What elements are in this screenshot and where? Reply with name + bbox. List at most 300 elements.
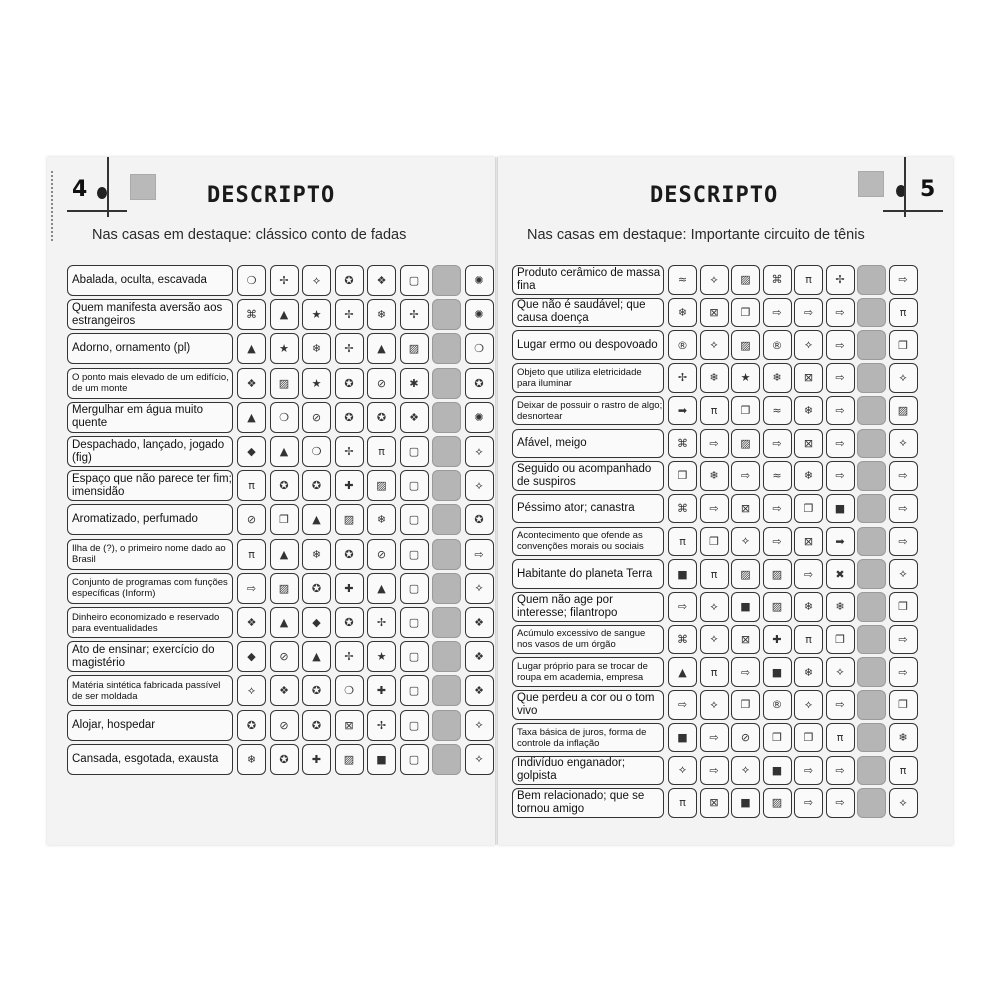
clue-label: Quem não age por interesse; filantropo [512,592,664,622]
answer-cell[interactable]: ❄ [794,396,823,426]
answer-cell[interactable]: ▲ [668,657,697,687]
clue-label: Dinheiro economizado e reservado para eventualidades [67,607,233,638]
answer-cell[interactable]: ❄ [826,592,855,622]
answer-cell[interactable]: ⇨ [826,788,855,818]
answer-cell[interactable]: π [668,527,697,557]
answer-cell[interactable]: ⇨ [763,298,792,328]
answer-cell[interactable]: ➡ [668,396,697,426]
answer-cell[interactable]: ▨ [763,788,792,818]
answer-cell[interactable]: ❖ [465,607,494,638]
answer-cell[interactable]: ▨ [270,573,299,604]
highlighted-answer-cell[interactable] [857,265,886,295]
highlighted-answer-cell[interactable] [432,436,461,467]
decorative-line [107,157,109,217]
highlighted-answer-cell[interactable] [432,641,461,672]
answer-cell[interactable]: ✢ [367,607,396,638]
answer-cell[interactable]: ⇨ [731,461,760,491]
answer-cell[interactable]: ⇨ [826,461,855,491]
highlighted-answer-cell[interactable] [857,396,886,426]
answer-cell[interactable]: ⊠ [731,494,760,524]
answer-cell[interactable]: ❐ [700,527,729,557]
answer-cell[interactable]: ❖ [367,265,396,296]
answer-cell[interactable]: ❄ [700,461,729,491]
highlighted-answer-cell[interactable] [432,675,461,706]
answer-cell[interactable]: ✢ [335,436,364,467]
answer-cell[interactable]: ❄ [302,333,331,364]
answer-cell[interactable]: π [700,657,729,687]
clue-label: Habitante do planeta Terra [512,559,664,589]
answer-cell[interactable]: ⟡ [731,756,760,786]
answer-cell[interactable]: ▢ [400,675,429,706]
gray-square-icon [130,174,156,200]
highlighted-answer-cell[interactable] [857,363,886,393]
answer-cell[interactable]: ❍ [335,675,364,706]
answer-cell[interactable]: ® [668,330,697,360]
page-number: 4 [72,177,88,202]
answer-cell[interactable]: ❄ [763,363,792,393]
answer-cell[interactable]: ✪ [335,539,364,570]
answer-cell[interactable]: ▲ [270,607,299,638]
answer-cell[interactable]: ⟡ [668,756,697,786]
answer-cell[interactable]: ✪ [367,402,396,433]
answer-cell[interactable]: ✚ [335,573,364,604]
answer-cell[interactable]: ▲ [302,641,331,672]
answer-cell[interactable]: ⟡ [889,788,918,818]
clue-label: Mergulhar em água muito quente [67,402,233,433]
highlighted-answer-cell[interactable] [432,744,461,775]
answer-cell[interactable]: ⟡ [465,436,494,467]
answer-cell[interactable]: ❖ [465,641,494,672]
answer-cell[interactable]: ⇨ [763,429,792,459]
answer-cell[interactable]: π [889,756,918,786]
answer-cell[interactable]: ★ [731,363,760,393]
answer-cell[interactable]: ⇨ [668,592,697,622]
answer-cell[interactable]: ⟡ [700,330,729,360]
answer-cell[interactable]: ⇨ [763,527,792,557]
answer-cell[interactable]: ⇨ [700,756,729,786]
answer-cell[interactable]: ✢ [400,299,429,330]
answer-cell[interactable]: ✪ [270,744,299,775]
answer-cell[interactable]: ✪ [302,573,331,604]
answer-cell[interactable]: π [700,559,729,589]
answer-cell[interactable]: ▲ [270,299,299,330]
answer-cell[interactable]: ■ [731,592,760,622]
answer-cell[interactable]: ❄ [794,461,823,491]
answer-cell[interactable]: ⊘ [731,723,760,753]
answer-cell[interactable]: ⟡ [465,710,494,741]
answer-cell[interactable]: ▨ [731,429,760,459]
answer-cell[interactable]: ▨ [731,330,760,360]
answer-cell[interactable]: π [237,539,266,570]
answer-cell[interactable]: ❄ [794,657,823,687]
answer-cell[interactable]: ⌘ [668,429,697,459]
answer-cell[interactable]: ■ [731,788,760,818]
page-title: DESCRIPTO [207,183,336,208]
answer-cell[interactable]: ⟡ [889,363,918,393]
answer-cell[interactable]: ⇨ [700,429,729,459]
answer-cell[interactable]: ❖ [237,607,266,638]
answer-cell[interactable]: ✪ [237,710,266,741]
highlighted-answer-cell[interactable] [432,504,461,535]
answer-cell[interactable]: ▨ [889,396,918,426]
clue-label: Péssimo ator; canastra [512,494,664,524]
answer-cell[interactable]: ➡ [826,527,855,557]
answer-cell[interactable]: ❖ [270,675,299,706]
answer-cell[interactable]: ▨ [400,333,429,364]
clue-label: Adorno, ornamento (pl) [67,333,233,364]
decorative-line [883,210,943,212]
highlighted-answer-cell[interactable] [432,470,461,501]
answer-cell[interactable]: ✚ [367,675,396,706]
answer-cell[interactable]: ▲ [367,333,396,364]
highlighted-answer-cell[interactable] [857,690,886,720]
answer-cell[interactable]: ⌘ [237,299,266,330]
answer-cell[interactable]: ❄ [367,299,396,330]
answer-cell[interactable]: ❄ [237,744,266,775]
highlighted-answer-cell[interactable] [432,573,461,604]
answer-cell[interactable]: ■ [668,559,697,589]
answer-cell[interactable]: ❐ [731,396,760,426]
highlighted-answer-cell[interactable] [432,368,461,399]
answer-cell[interactable]: ❐ [731,298,760,328]
page-title: DESCRIPTO [650,183,779,208]
answer-cell[interactable]: ® [763,330,792,360]
clue-label: Lugar próprio para se trocar de roupa em academia, empresa [512,657,664,687]
answer-cell[interactable]: π [794,625,823,655]
ball-icon [97,187,107,199]
answer-cell[interactable]: ⟡ [826,657,855,687]
answer-cell[interactable]: ⇨ [700,723,729,753]
answer-cell[interactable]: ≈ [668,265,697,295]
answer-cell[interactable]: ▢ [400,573,429,604]
answer-cell[interactable]: ❖ [400,402,429,433]
answer-cell[interactable]: ⌘ [668,625,697,655]
answer-cell[interactable]: ® [763,690,792,720]
answer-cell[interactable]: ⊘ [237,504,266,535]
answer-cell[interactable]: ★ [302,368,331,399]
highlighted-answer-cell[interactable] [432,299,461,330]
answer-cell[interactable]: ▢ [400,265,429,296]
answer-cell[interactable]: ✪ [465,504,494,535]
answer-cell[interactable]: ⇨ [889,461,918,491]
answer-cell[interactable]: ✪ [270,470,299,501]
answer-cell[interactable]: ⊠ [794,527,823,557]
clue-label: Produto cerâmico de massa fina [512,265,664,295]
answer-cell[interactable]: ≈ [763,461,792,491]
answer-cell[interactable]: ✪ [302,710,331,741]
highlighted-answer-cell[interactable] [432,607,461,638]
answer-cell[interactable]: ◆ [237,436,266,467]
answer-cell[interactable]: ⟡ [465,573,494,604]
answer-cell[interactable]: ⇨ [826,298,855,328]
right-page [498,157,953,845]
answer-cell[interactable]: ❍ [270,402,299,433]
answer-cell[interactable]: ✚ [302,744,331,775]
clue-label: Abalada, oculta, escavada [67,265,233,296]
answer-cell[interactable]: ▢ [400,607,429,638]
clue-label: Alojar, hospedar [67,710,233,741]
clue-label: Lugar ermo ou despovoado [512,330,664,360]
answer-cell[interactable]: ⟡ [700,625,729,655]
answer-cell[interactable]: ✢ [270,265,299,296]
highlighted-answer-cell[interactable] [857,429,886,459]
answer-cell[interactable]: ❄ [794,592,823,622]
answer-cell[interactable]: ✪ [465,368,494,399]
answer-cell[interactable]: ⇨ [826,756,855,786]
answer-cell[interactable]: ⟡ [889,559,918,589]
answer-cell[interactable]: ✢ [668,363,697,393]
answer-cell[interactable]: ▢ [400,470,429,501]
answer-cell[interactable]: ▨ [335,504,364,535]
left-page [47,157,495,845]
answer-cell[interactable]: ■ [763,756,792,786]
answer-cell[interactable]: ❐ [731,690,760,720]
answer-cell[interactable]: ❐ [826,625,855,655]
answer-cell[interactable]: ▨ [763,592,792,622]
highlighted-answer-cell[interactable] [857,330,886,360]
clue-label: Ato de ensinar; exercício do magistério [67,641,233,672]
answer-cell[interactable]: ⊘ [270,641,299,672]
answer-cell[interactable]: ⇨ [465,539,494,570]
answer-cell[interactable]: ✢ [335,641,364,672]
answer-cell[interactable]: ⊠ [700,298,729,328]
clue-label: Indivíduo enganador; golpista [512,756,664,786]
answer-cell[interactable]: ⇨ [826,690,855,720]
highlighted-answer-cell[interactable] [432,710,461,741]
answer-cell[interactable]: ⟡ [302,265,331,296]
answer-cell[interactable]: π [237,470,266,501]
answer-cell[interactable]: ⇨ [826,396,855,426]
answer-cell[interactable]: ▲ [237,402,266,433]
answer-cell[interactable]: π [826,723,855,753]
answer-cell[interactable]: ✚ [335,470,364,501]
answer-cell[interactable]: π [367,436,396,467]
clue-label: Bem relacionado; que se tornou amigo [512,788,664,818]
clue-label: Cansada, esgotada, exausta [67,744,233,775]
answer-cell[interactable]: ■ [367,744,396,775]
answer-cell[interactable]: ⊘ [367,368,396,399]
answer-cell[interactable]: ⇨ [668,690,697,720]
answer-cell[interactable]: ❄ [367,504,396,535]
answer-cell[interactable]: ■ [826,494,855,524]
clue-label: Matéria sintética fabricada passível de ser moldada [67,675,233,706]
answer-cell[interactable]: ⊠ [731,625,760,655]
puzzle-instruction: Nas casas em destaque: Importante circuito de tênis [527,227,865,243]
clue-label: Afável, meigo [512,429,664,459]
answer-cell[interactable]: ★ [302,299,331,330]
answer-cell[interactable]: ❖ [237,368,266,399]
clue-label: Espaço que não parece ter fim; imensidão [67,470,233,501]
answer-cell[interactable]: ✢ [826,265,855,295]
clue-label: Seguido ou acompanhado de suspiros [512,461,664,491]
highlighted-answer-cell[interactable] [432,333,461,364]
answer-cell[interactable]: ⟡ [794,690,823,720]
answer-cell[interactable]: ❄ [889,723,918,753]
answer-cell[interactable]: ✺ [465,265,494,296]
answer-cell[interactable]: ❍ [302,436,331,467]
answer-cell[interactable]: ✢ [367,710,396,741]
answer-cell[interactable]: ◆ [237,641,266,672]
decorative-line [904,157,906,217]
answer-cell[interactable]: ▨ [731,559,760,589]
answer-cell[interactable]: π [794,265,823,295]
answer-cell[interactable]: ✢ [335,333,364,364]
answer-cell[interactable]: ✪ [335,265,364,296]
answer-cell[interactable]: ❐ [794,723,823,753]
answer-cell[interactable]: ⇨ [237,573,266,604]
answer-cell[interactable]: ▢ [400,539,429,570]
answer-cell[interactable]: ✢ [335,299,364,330]
answer-cell[interactable]: ⊘ [270,710,299,741]
clue-label: Objeto que utiliza eletricidade para iluminar [512,363,664,393]
answer-cell[interactable]: ❐ [763,723,792,753]
answer-cell[interactable]: π [889,298,918,328]
answer-cell[interactable]: ⊠ [700,788,729,818]
answer-cell[interactable]: ✺ [465,402,494,433]
answer-cell[interactable]: ⟡ [465,470,494,501]
highlighted-answer-cell[interactable] [432,539,461,570]
answer-cell[interactable]: ▲ [237,333,266,364]
answer-cell[interactable]: ▢ [400,744,429,775]
answer-cell[interactable]: ≈ [763,396,792,426]
answer-cell[interactable]: ❐ [889,690,918,720]
answer-cell[interactable]: ⟡ [889,429,918,459]
highlighted-answer-cell[interactable] [857,756,886,786]
highlighted-answer-cell[interactable] [857,657,886,687]
answer-cell[interactable]: ▨ [270,368,299,399]
clue-label: Ilha de (?), o primeiro nome dado ao Brasil [67,539,233,570]
answer-cell[interactable]: ⇨ [889,657,918,687]
answer-cell[interactable]: ❍ [237,265,266,296]
answer-cell[interactable]: ⊠ [794,363,823,393]
answer-cell[interactable]: ▢ [400,504,429,535]
answer-cell[interactable]: ▨ [367,470,396,501]
clue-label: Acontecimento que ofende as convenções morais ou sociais [512,527,664,557]
answer-cell[interactable]: ✚ [763,625,792,655]
answer-cell[interactable]: ⇨ [700,494,729,524]
answer-cell[interactable]: ❄ [700,363,729,393]
answer-cell[interactable]: ▨ [731,265,760,295]
clue-label: Aromatizado, perfumado [67,504,233,535]
answer-cell[interactable]: ⟡ [237,675,266,706]
highlighted-answer-cell[interactable] [432,265,461,296]
answer-cell[interactable]: ⇨ [794,788,823,818]
answer-cell[interactable]: ▢ [400,710,429,741]
clue-label: O ponto mais elevado de um edifício, de um monte [67,368,233,399]
answer-cell[interactable]: ▲ [302,504,331,535]
answer-cell[interactable]: ⟡ [700,265,729,295]
highlighted-answer-cell[interactable] [857,494,886,524]
answer-cell[interactable]: ▲ [270,539,299,570]
highlighted-answer-cell[interactable] [857,461,886,491]
highlighted-answer-cell[interactable] [432,402,461,433]
answer-cell[interactable]: ▨ [763,559,792,589]
answer-cell[interactable]: ⊘ [367,539,396,570]
answer-cell[interactable]: ❐ [270,504,299,535]
answer-cell[interactable]: ❐ [889,592,918,622]
answer-cell[interactable]: ★ [270,333,299,364]
answer-cell[interactable]: ⟡ [700,592,729,622]
answer-cell[interactable]: ▢ [400,436,429,467]
answer-cell[interactable]: ⇨ [763,494,792,524]
answer-cell[interactable]: ⇨ [794,298,823,328]
answer-cell[interactable]: ❐ [668,461,697,491]
answer-cell[interactable]: ✪ [302,470,331,501]
answer-cell[interactable]: ⊠ [794,429,823,459]
answer-cell[interactable]: ★ [367,641,396,672]
answer-cell[interactable]: ⇨ [889,527,918,557]
highlighted-answer-cell[interactable] [857,788,886,818]
answer-cell[interactable]: ✪ [302,675,331,706]
answer-cell[interactable]: ❖ [465,675,494,706]
answer-cell[interactable]: ▢ [400,641,429,672]
clue-label: Despachado, lançado, jogado (fig) [67,436,233,467]
answer-cell[interactable]: ✖ [826,559,855,589]
answer-cell[interactable]: ✪ [335,402,364,433]
answer-cell[interactable]: ▲ [270,436,299,467]
answer-cell[interactable]: ⟡ [731,527,760,557]
answer-cell[interactable]: ⇨ [826,330,855,360]
answer-cell[interactable]: ⟡ [794,330,823,360]
answer-cell[interactable]: ⊘ [302,402,331,433]
clue-label: Taxa básica de juros, forma de controle da inflação [512,723,664,753]
highlighted-answer-cell[interactable] [857,592,886,622]
answer-cell[interactable]: ⇨ [794,559,823,589]
answer-cell[interactable]: ✪ [335,368,364,399]
answer-cell[interactable]: ❄ [668,298,697,328]
answer-cell[interactable]: ⟡ [700,690,729,720]
answer-cell[interactable]: ❍ [465,333,494,364]
clue-label: Conjunto de programas com funções específicas (Inform) [67,573,233,604]
answer-cell[interactable]: ✱ [400,368,429,399]
highlighted-answer-cell[interactable] [857,298,886,328]
answer-cell[interactable]: ⇨ [731,657,760,687]
decorative-line [67,210,127,212]
answer-cell[interactable]: π [668,788,697,818]
answer-cell[interactable]: ⇨ [889,625,918,655]
answer-cell[interactable]: ▲ [367,573,396,604]
answer-cell[interactable]: ⌘ [668,494,697,524]
answer-cell[interactable]: ⇨ [794,756,823,786]
clue-label: Que perdeu a cor ou o tom vivo [512,690,664,720]
clue-label: Deixar de possuir o rastro de algo; desnortear [512,396,664,426]
answer-cell[interactable]: ■ [668,723,697,753]
answer-cell[interactable]: ⇨ [889,494,918,524]
answer-cell[interactable]: ✺ [465,299,494,330]
puzzle-instruction: Nas casas em destaque: clássico conto de fadas [92,227,407,243]
answer-cell[interactable]: ✪ [335,607,364,638]
answer-cell[interactable]: ⌘ [763,265,792,295]
answer-cell[interactable]: π [700,396,729,426]
page-number: 5 [920,177,936,202]
clue-label: Que não é saudável; que causa doença [512,298,664,328]
highlighted-answer-cell[interactable] [857,723,886,753]
answer-cell[interactable]: ⇨ [826,363,855,393]
answer-cell[interactable]: ❐ [794,494,823,524]
answer-cell[interactable]: ⟡ [465,744,494,775]
answer-cell[interactable]: ⇨ [889,265,918,295]
answer-cell[interactable]: ■ [763,657,792,687]
highlighted-answer-cell[interactable] [857,559,886,589]
answer-cell[interactable]: ◆ [302,607,331,638]
answer-cell[interactable]: ⇨ [826,429,855,459]
answer-cell[interactable]: ⊠ [335,710,364,741]
answer-cell[interactable]: ❐ [889,330,918,360]
highlighted-answer-cell[interactable] [857,625,886,655]
highlighted-answer-cell[interactable] [857,527,886,557]
answer-cell[interactable]: ▨ [335,744,364,775]
answer-cell[interactable]: ❄ [302,539,331,570]
